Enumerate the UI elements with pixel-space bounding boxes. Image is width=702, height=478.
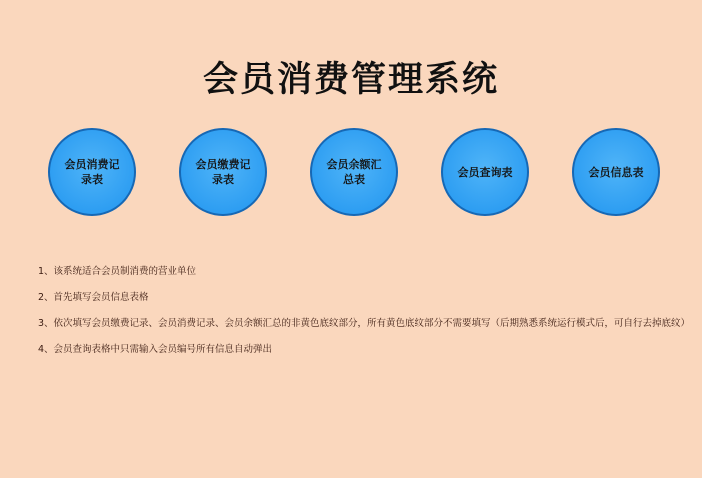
note-item: 1、该系统适合会员制消费的营业单位 (38, 266, 197, 277)
node-member-payment-record[interactable] (179, 128, 267, 216)
page-title: 会员消费管理系统 (202, 60, 499, 100)
notes-list (38, 265, 691, 369)
node-member-info[interactable] (572, 128, 660, 216)
node-label: 会员余额汇总表 (326, 158, 382, 186)
node-row (48, 128, 660, 220)
node-member-consumption-record[interactable] (48, 128, 136, 216)
node-label: 会员信息表 (588, 165, 644, 179)
node-label: 会员缴费记录表 (195, 158, 251, 186)
note-item: 4、会员查询表格中只需输入会员编号所有信息自动弹出 (38, 344, 273, 355)
node-label: 会员消费记录表 (64, 158, 120, 186)
node-label: 会员查询表 (457, 165, 513, 179)
node-member-query[interactable] (441, 128, 529, 216)
node-member-balance-summary[interactable] (310, 128, 398, 216)
note-item: 3、依次填写会员缴费记录、会员消费记录、会员余额汇总的非黄色底纹部分，所有黄色底纹部分不需要填写（后期熟悉系统运行模式后，可自行去掉底纹） (38, 318, 691, 329)
note-item: 2、首先填写会员信息表格 (38, 292, 149, 303)
